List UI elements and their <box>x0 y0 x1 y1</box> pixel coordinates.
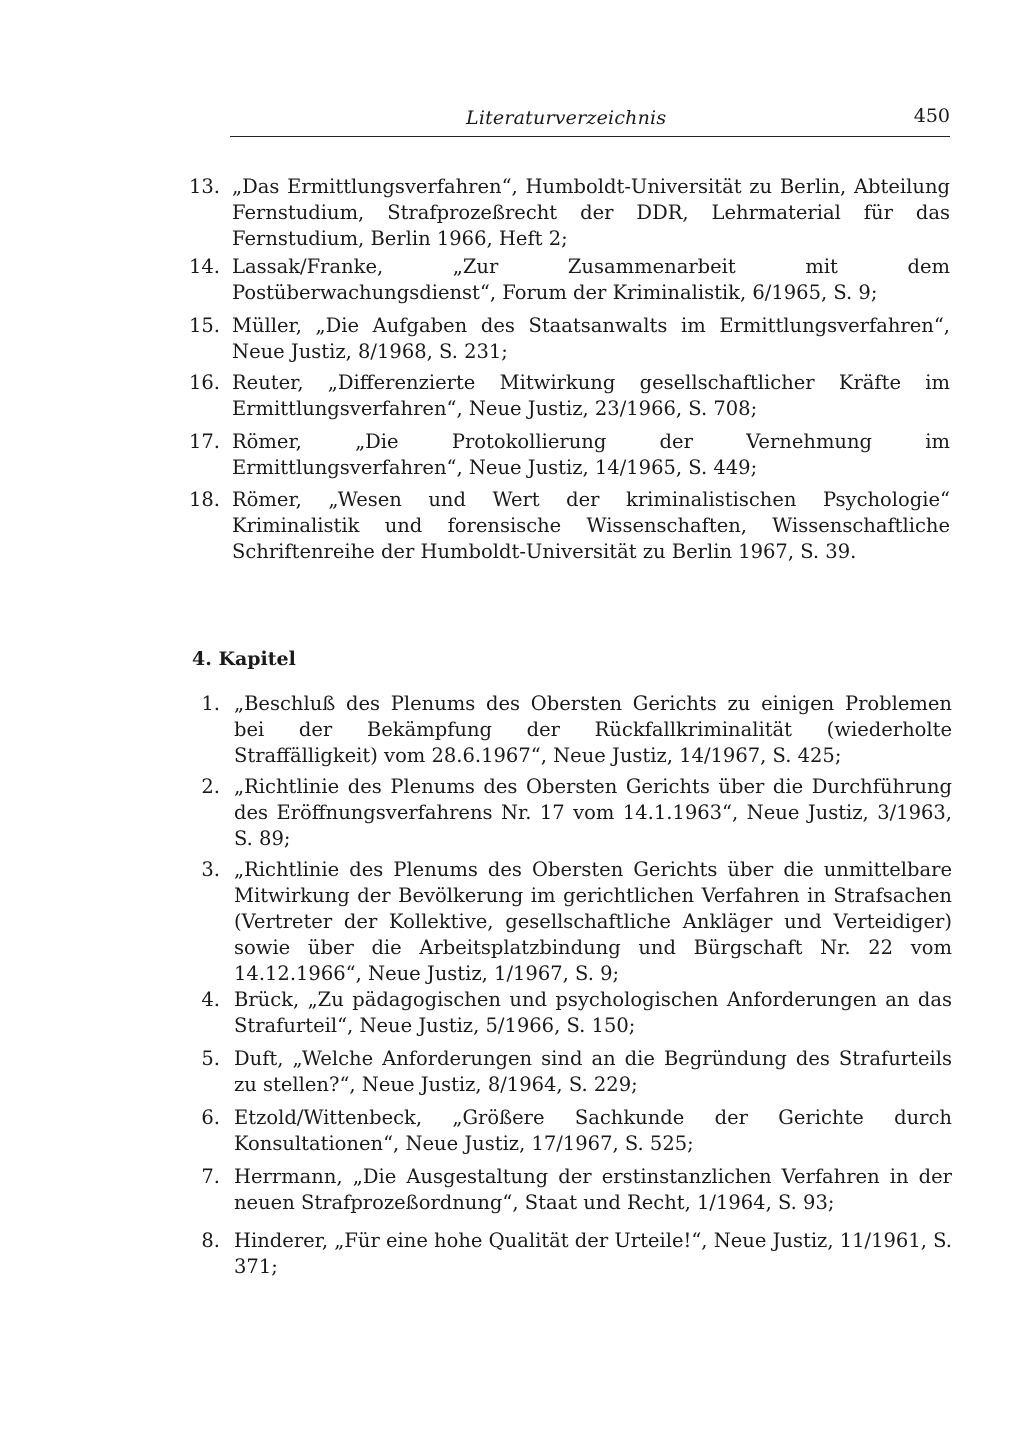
reference-text: Römer, „Die Protokollierung der Vernehmung im Ermittlungsverfahren“, Neue Justiz, 14/1965, S. 449; <box>232 430 950 479</box>
reference-number: 2. <box>201 775 220 798</box>
reference-text: „Richtlinie des Plenums des Obersten Gerichts über die Durchführung des Eröffnungsverfahrens Nr. 17 vom 14.1.1963“, Neue Justiz, 3/1963, S. 89; <box>234 775 952 850</box>
reference-number: 17. <box>188 430 220 453</box>
reference-number: 3. <box>201 858 220 881</box>
reference-text: „Das Ermittlungsverfahren“, Humboldt-Universität zu Berlin, Abteilung Fernstudium, Strafprozeßrecht der DDR, Lehrmaterial für das Fernstudium, Berlin 1966, Heft 2; <box>232 175 950 250</box>
reference-text: Hinderer, „Für eine hohe Qualität der Urteile!“, Neue Justiz, 11/1961, S. 371; <box>234 1229 952 1278</box>
reference-text: Lassak/Franke, „Zur Zusammenarbeit mit dem Postüberwachungsdienst“, Forum der Kriminalistik, 6/1965, S. 9; <box>232 255 950 304</box>
running-title: Literaturverzeichnis <box>466 107 667 129</box>
reference-number: 14. <box>188 255 220 278</box>
reference-number: 15. <box>188 314 220 337</box>
reference-text: Duft, „Welche Anforderungen sind an die Begründung des Strafurteils zu stellen?“, Neue Justiz, 8/1964, S. 229; <box>234 1047 952 1096</box>
reference-number: 6. <box>201 1106 220 1129</box>
reference-text: Müller, „Die Aufgaben des Staatsanwalts im Ermittlungsverfahren“, Neue Justiz, 8/1968, S. 231; <box>232 314 950 363</box>
reference-text: Etzold/Wittenbeck, „Größere Sachkunde der Gerichte durch Konsultationen“, Neue Justiz, 17/1967, S. 525; <box>234 1106 952 1155</box>
reference-text: Römer, „Wesen und Wert der kriminalistischen Psychologie“ Kriminalistik und forensische Wissenschaften, Wissenschaftliche Schriftenreihe der Humboldt-Universität zu Berlin 1967, S. 39. <box>232 488 950 563</box>
header-rule <box>230 136 950 137</box>
reference-text: Reuter, „Differenzierte Mitwirkung gesellschaftlicher Kräfte im Ermittlungsverfahren“, Neue Justiz, 23/1966, S. 708; <box>232 371 950 420</box>
reference-number: 16. <box>188 371 220 394</box>
reference-number: 8. <box>201 1229 220 1252</box>
reference-number: 7. <box>201 1165 220 1188</box>
reference-text: Herrmann, „Die Ausgestaltung der erstinstanzlichen Verfahren in der neuen Strafprozeßordnung“, Staat und Recht, 1/1964, S. 93; <box>234 1165 952 1214</box>
reference-text: Brück, „Zu pädagogischen und psychologischen Anforderungen an das Strafurteil“, Neue Justiz, 5/1966, S. 150; <box>234 988 952 1037</box>
running-header <box>230 103 950 137</box>
reference-text: „Richtlinie des Plenums des Obersten Gerichts über die unmittelbare Mitwirkung der Bevölkerung im gerichtlichen Verfahren in Strafsachen (Vertreter der Kollektive, gesellschaftliche Ankläger und Verteidiger) sowie über die Arbeitsplatzbindung und Bürgschaft Nr. 22 vom 14.12.1966“, Neue Justiz, 1/1967, S. 9; <box>234 858 952 985</box>
reference-number: 4. <box>201 988 220 1011</box>
reference-text: „Beschluß des Plenums des Obersten Gerichts zu einigen Problemen bei der Bekämpfung der Rückfallkriminalität (wiederholte Straffälligkeit) vom 28.6.1967“, Neue Justiz, 14/1967, S. 425; <box>234 692 952 767</box>
reference-number: 5. <box>201 1047 220 1070</box>
reference-number: 18. <box>188 488 220 511</box>
reference-number: 13. <box>188 175 220 198</box>
chapter-heading: 4. Kapitel <box>192 648 296 670</box>
reference-number: 1. <box>201 692 220 715</box>
page-number: 450 <box>913 105 950 127</box>
